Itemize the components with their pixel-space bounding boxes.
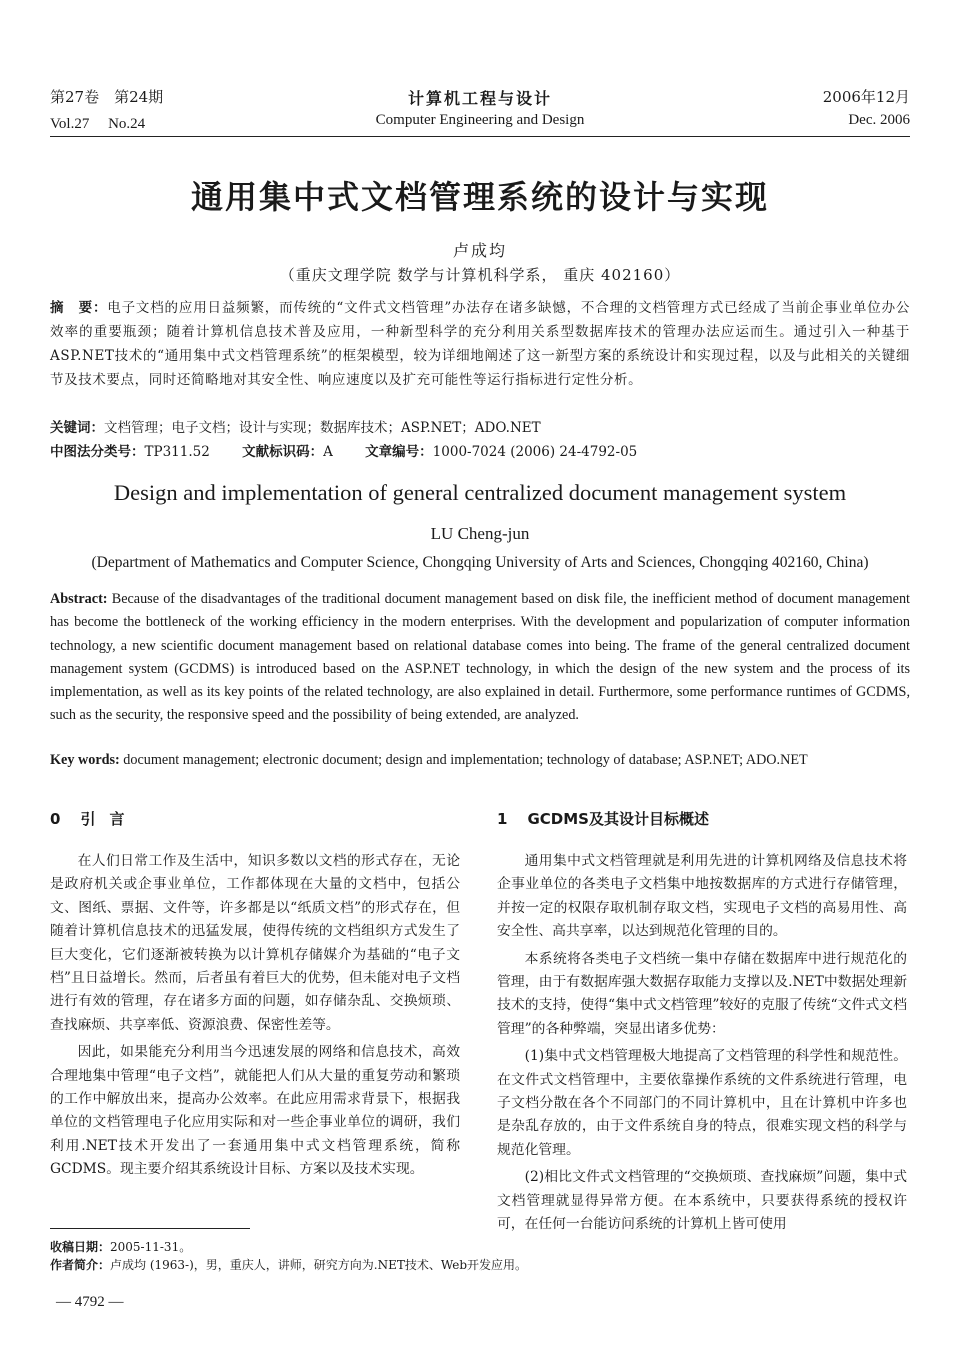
volume-issue-cn: 第27卷 第24期 [50, 88, 164, 106]
section-1-paragraph: 通用集中式文档管理就是利用先进的计算机网络及信息技术将企事业单位的各类电子文档集中地按数据库的方式进行存储管理，并按一定的权限存取机制存取文档，实现电子文档的高易用性、高安全性、高共享率，以达到规范化管理的目的。 [497, 853, 907, 940]
keywords-en-text: document management; electronic document; design and implementation; technology of database; ASP.NET; ADO.NET [119, 752, 808, 768]
paper-title-en: Design and implementation of general centralized document management system [113, 480, 847, 505]
affiliation-en: (Department of Mathematics and Computer Science, Chongqing University of Arts and Sciences, Chongqing 402160, China) [91, 554, 869, 571]
volume-issue-en: Vol.27 No.24 [50, 116, 146, 132]
abstract-en-text: Because of the disadvantages of the traditional document management based on disk file, the inefficient method of document management has become the bottleneck of the working efficiency in the modern enterprises. With the development and popularization of computer information technology, a new scientific document management based on relational database comes into being. The frame of the general centralized document management system (GCDMS) is introduced based on the ASP.NET technology, in which the design of the new system and the process of its implementation, as well as its key points of the related technology, are also explained in detail. Furthermore, some performance runtimes of GCDMS, such as the security, the responsive speed and the possibility of being extended, are analyzed. [50, 591, 910, 724]
page-number: — 4792 — [56, 1294, 124, 1310]
keywords-en-label: Key words: [50, 752, 120, 768]
section-1-paragraph: (2)相比文件式文档管理的“交换烦琐、查找麻烦”问题，集中式文档管理就显得异常方便。在本系统中，只要获得系统的授权许可，在任何一台能访问系统的计算机上皆可使用 [497, 1169, 907, 1233]
section-1-paragraph: (1)集中式文档管理极大地提高了文档管理的科学性和规范性。在文件式文档管理中，主要依靠操作系统的文件系统进行管理，电子文档分散在各个不同部门的不同计算机中，且在计算机中许多也是杂乱存放的，由于文件系统自身的特点，很难实现文档的科学与规范化管理。 [497, 1048, 907, 1158]
abstract-cn [50, 296, 910, 392]
section-0-heading [50, 808, 460, 830]
received-date: 2005-11-31。 [110, 1240, 192, 1254]
paper-title-cn: 通用集中式文档管理系统的设计与实现 [190, 178, 769, 216]
abstract-cn-label: 摘 要： [50, 300, 108, 316]
right-column [497, 808, 907, 1241]
article-number: 1000-7024 (2006) 24-4792-05 [432, 444, 638, 460]
author-bio: 卢成均 (1963-)，男，重庆人，讲师，研究方向为.NET技术、Web开发应用。 [110, 1258, 528, 1272]
doc-code-label: 文献标识码： [242, 444, 324, 460]
section-1-number: 1 [497, 810, 508, 828]
section-0-paragraph: 在人们日常工作及生活中，知识多数以文档的形式存在，无论是政府机关或企事业单位，工作都体现在大量的文档中，包括公文、图纸、票据、文件等，许多都是以“纸质文档”的形式存在，但随着计算机信息技术的迅猛发展，使得传统的文档组织方式发生了巨大变化，它们逐渐被转换为以计算机存储媒介为基础的“电子文档”且日益增长。然而，后者虽有着巨大的优势，但未能对电子文档进行有效的管理，存在诸多方面的问题，如存储杂乱、交换烦琐、查找麻烦、共享率低、资源浪费、保密性差等。 [50, 853, 460, 1033]
classification-line [50, 440, 910, 464]
left-column [50, 808, 460, 1186]
journal-name-en: Computer Engineering and Design [375, 112, 585, 128]
bio-label: 作者简介： [50, 1258, 111, 1272]
issue-date-en: Dec. 2006 [848, 112, 910, 128]
abstract-en-label: Abstract: [50, 591, 108, 607]
clc-number: TP311.52 [144, 444, 210, 460]
affiliation-cn: （重庆文理学院 数学与计算机科学系， 重庆 402160） [279, 266, 681, 284]
section-0-title: 引言 [80, 810, 139, 828]
author-cn: 卢成均 [452, 241, 507, 260]
clc-label: 中图法分类号： [50, 444, 145, 460]
received-date-note [50, 1238, 910, 1255]
received-label: 收稿日期： [50, 1240, 111, 1254]
article-number-label: 文章编号： [365, 444, 433, 460]
header-divider [50, 136, 910, 137]
doc-code: A [323, 444, 333, 460]
keywords-cn-text: 文档管理；电子文档；设计与实现；数据库技术；ASP.NET；ADO.NET [104, 420, 541, 436]
footnote-divider [50, 1228, 250, 1229]
abstract-cn-text: 电子文档的应用日益频繁，而传统的“文件式文档管理”办法存在诸多缺憾，不合理的文档管理方式已经成了当前企事业单位办公效率的重要瓶颈；随着计算机信息技术普及应用，一种新型科学的充分利用关系型数据库技术的管理办法应运而生。通过引入一种基于ASP.NET技术的“通用集中式文档管理系统”的框架模型，较为详细地阐述了这一新型方案的系统设计和实现过程，以及与此相关的关键细节及技术要点，同时还简略地对其安全性、响应速度以及扩充可能性等运行指标进行定性分析。 [50, 300, 910, 388]
section-1-paragraph: 本系统将各类电子文档统一集中存储在数据库中进行规范化的管理，由于有数据库强大数据存取能力支撑以及.NET中数据处理新技术的支持，使得“集中式文档管理”较好的克服了传统“文件式文档管理”的各种弊端，突显出诸多优势： [497, 950, 907, 1037]
issue-date-cn: 2006年12月 [822, 88, 910, 106]
keywords-en [50, 749, 910, 771]
author-en: LU Cheng-jun [430, 524, 530, 543]
section-0-paragraph: 因此，如果能充分利用当今迅速发展的网络和信息技术，高效合理地集中管理“电子文档”，就能把人们从大量的重复劳动和繁琐的工作中解放出来，提高办公效率。在此应用需求背景下，根据我单位的文档管理电子化应用实际和对一些企事业单位的调研，我们利用.NET技术开发出了一套通用集中式文档管理系统，简称GCDMS。现主要介绍其系统设计目标、方案以及技术实现。 [50, 1044, 460, 1178]
abstract-en [50, 588, 910, 728]
journal-name-cn: 计算机工程与设计 [407, 89, 552, 108]
section-0-number: 0 [50, 810, 61, 828]
section-1-heading [497, 808, 907, 830]
author-bio-note [50, 1256, 910, 1273]
keywords-cn-label: 关键词： [50, 420, 104, 436]
keywords-cn [50, 416, 910, 440]
section-1-title: GCDMS及其设计目标概述 [527, 810, 709, 828]
